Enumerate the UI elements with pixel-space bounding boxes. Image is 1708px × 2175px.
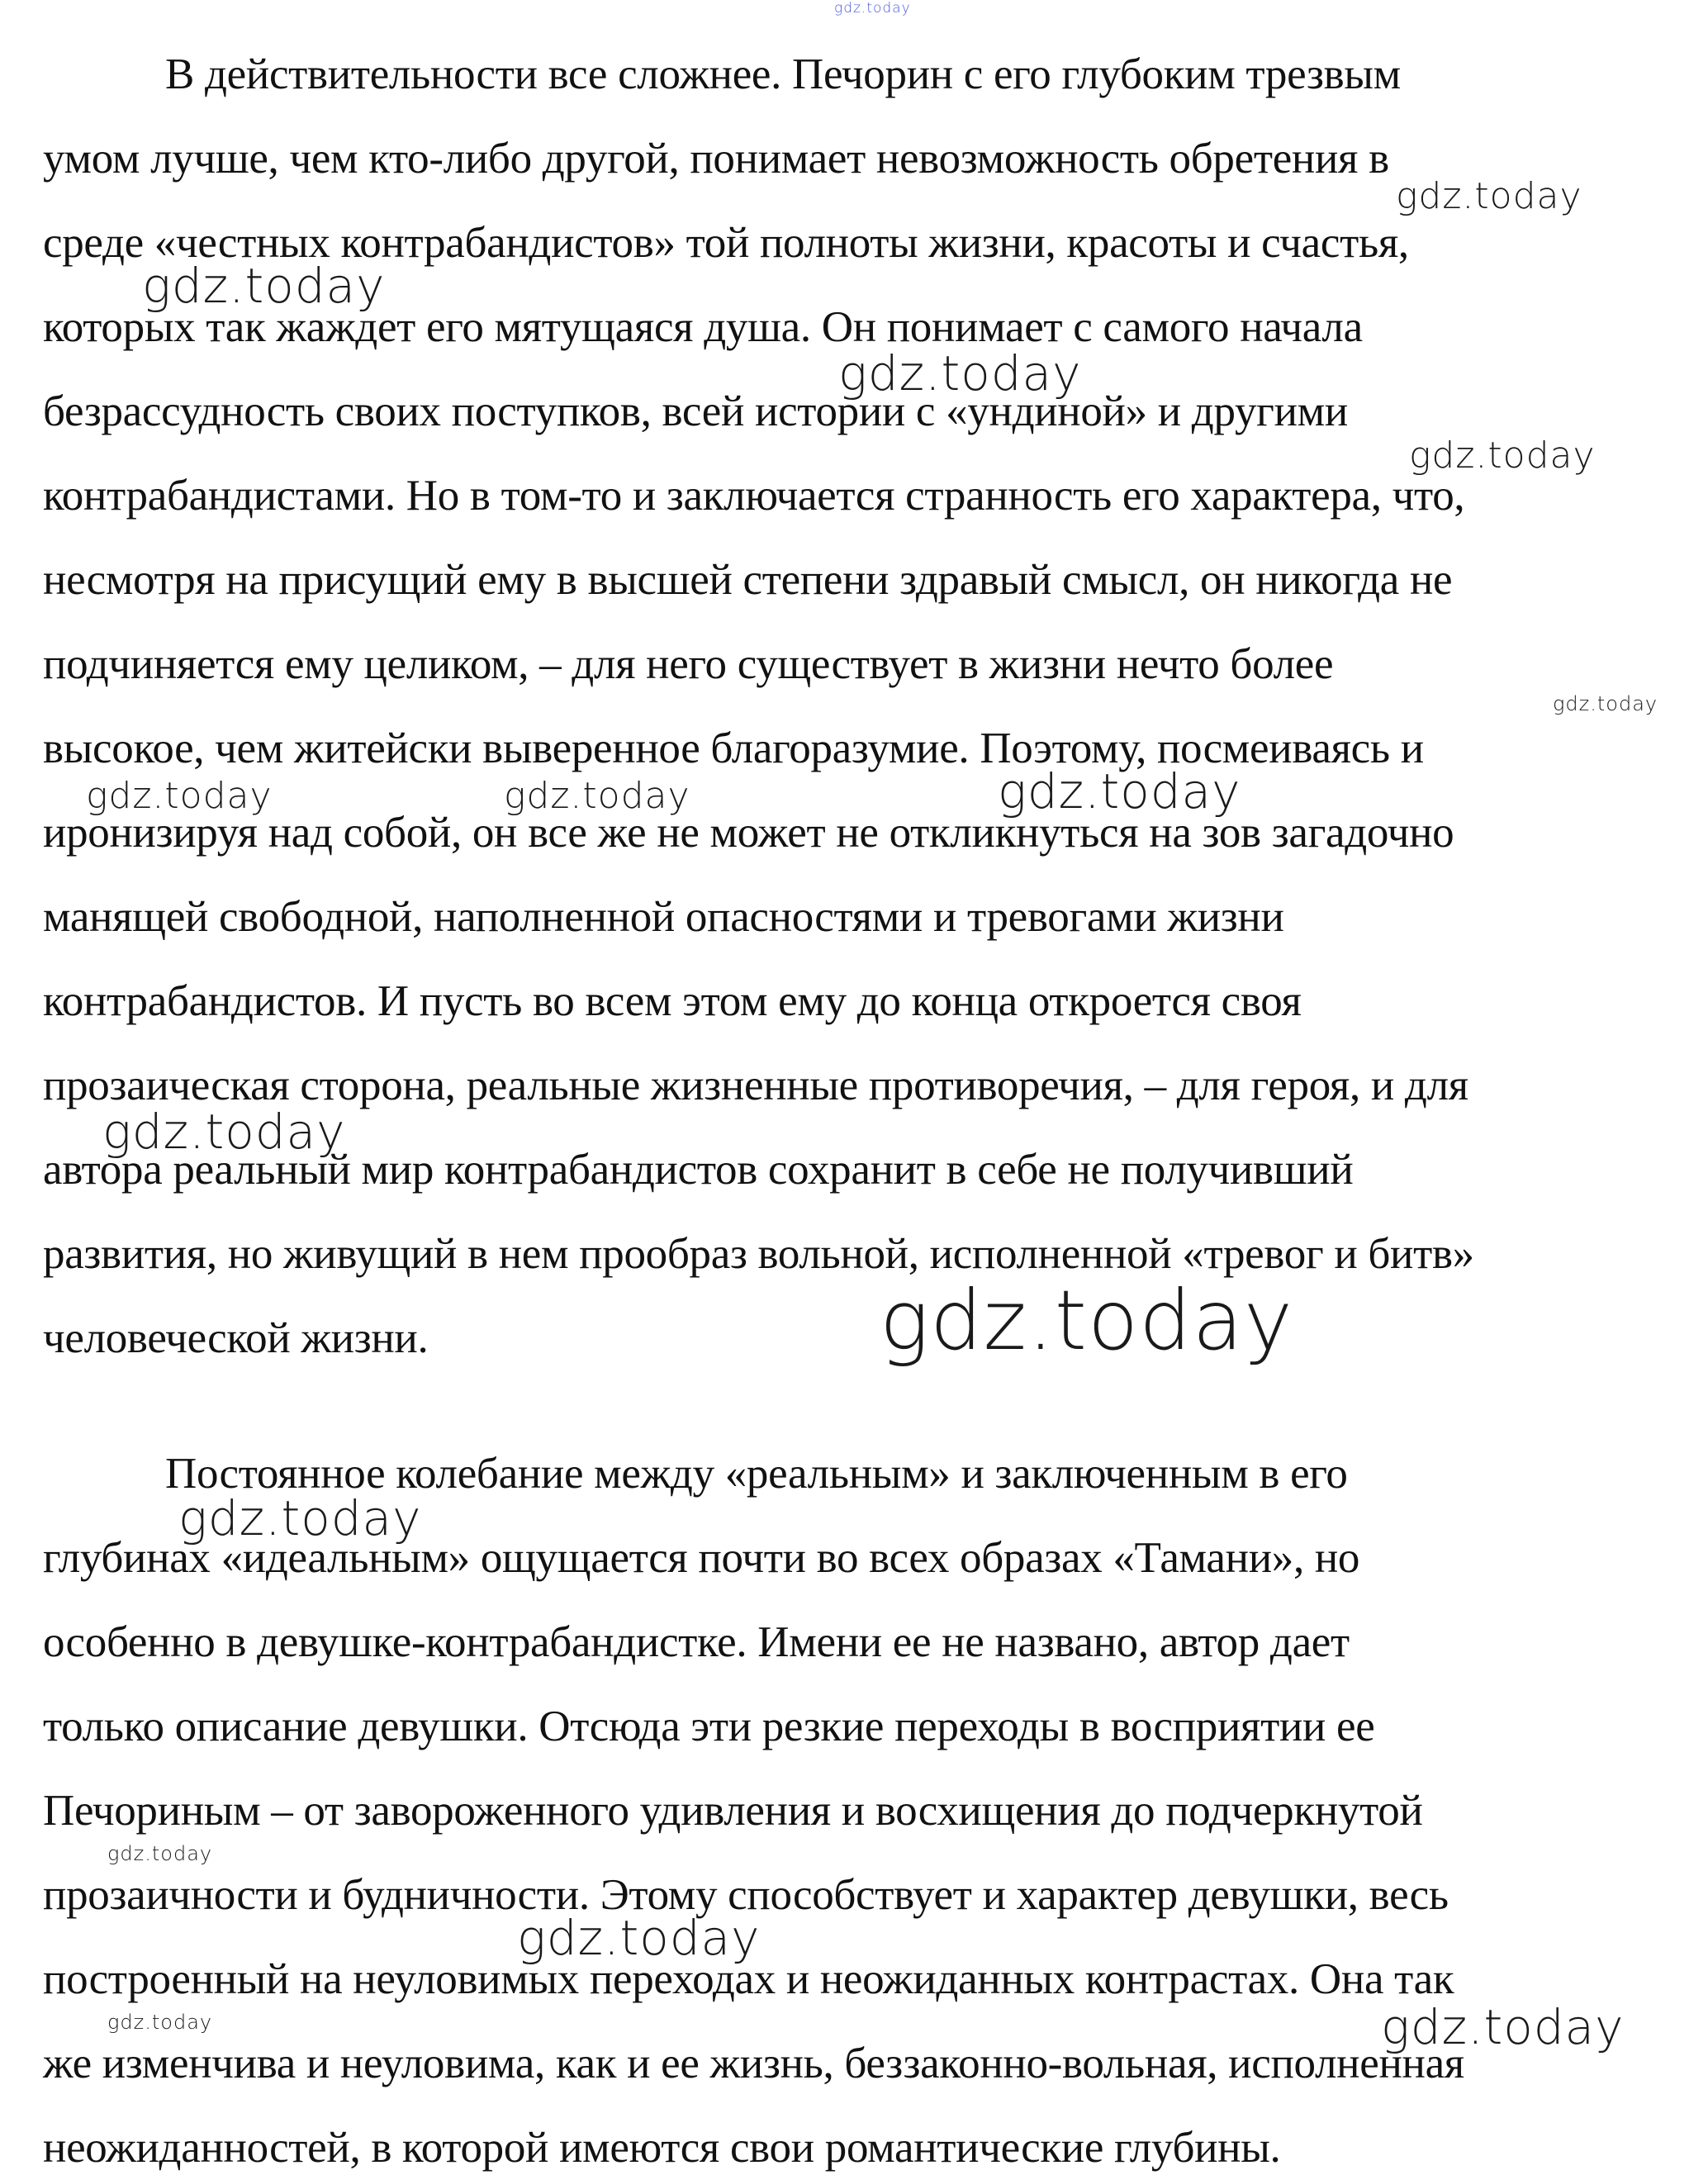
paragraph-2-line-8: же изменчива и неуловима, как и ее жизнь, беззаконно-вольная, исполненная — [43, 2040, 1464, 2087]
watermark: gdz.today — [86, 775, 273, 817]
paragraph-2-line-3: особенно в девушке-контрабандистке. Имени ее не названо, автор дает — [43, 1618, 1350, 1666]
paragraph-2-line-5: Печориным – от завороженного удивления и восхищения до подчеркнутой — [43, 1787, 1423, 1835]
paragraph-2-line-7: построенный на неуловимых переходах и неожиданных контрастах. Она так — [43, 1955, 1454, 2003]
paragraph-2-line-6: прозаичности и будничности. Этому способствует и характер девушки, весь — [43, 1871, 1449, 1919]
watermark: gdz.today — [880, 1272, 1294, 1369]
watermark: gdz.today — [107, 2011, 213, 2034]
paragraph-1-line-1: В действительности все сложнее. Печорин с его глубоким трезвым — [165, 50, 1401, 98]
paragraph-2-line-2: глубинах «идеальным» ощущается почти во всех образах «Тамани», но — [43, 1534, 1360, 1582]
watermark: gdz.today — [838, 345, 1082, 401]
watermark: gdz.today — [1553, 692, 1658, 715]
paragraph-2-line-1: Постоянное колебание между «реальным» и заключенным в его — [165, 1450, 1348, 1498]
paragraph-1-line-11: манящей свободной, наполненной опасностями и тревогами жизни — [43, 893, 1284, 941]
paragraph-1-line-7: несмотря на присущий ему в высшей степени здравый смысл, он никогда не — [43, 556, 1453, 604]
watermark: gdz.today — [178, 1490, 422, 1546]
watermark: gdz.today — [998, 763, 1241, 819]
watermark: gdz.today — [102, 1104, 346, 1160]
paragraph-2-line-4: только описание девушки. Отсюда эти резкие переходы в восприятии ее — [43, 1702, 1375, 1750]
paragraph-1-line-4: которых так жаждет его мятущаяся душа. Он понимает с самого начала — [43, 303, 1363, 351]
watermark: gdz.today — [107, 1842, 213, 1865]
watermark: gdz.today — [1409, 435, 1596, 477]
paragraph-1-line-6: контрабандистами. Но в том-то и заключается странность его характера, что, — [43, 472, 1465, 520]
paragraph-1-line-15: развития, но живущий в нем прообраз вольной, исполненной «тревог и битв» — [43, 1230, 1474, 1278]
paragraph-1-line-8: подчиняется ему целиком, – для него существует в жизни нечто более — [43, 640, 1334, 688]
paragraph-1-line-9: высокое, чем житейски выверенное благоразумие. Поэтому, посмеиваясь и — [43, 724, 1424, 772]
paragraph-1-line-3: среде «честных контрабандистов» той полноты жизни, красоты и счастья, — [43, 219, 1409, 267]
paragraph-1-line-2: умом лучше, чем кто-либо другой, понимает невозможность обретения в — [43, 135, 1389, 183]
watermark: gdz.today — [504, 775, 690, 817]
paragraph-1-line-16: человеческой жизни. — [43, 1314, 429, 1362]
watermark: gdz.today — [142, 258, 386, 314]
paragraph-1-line-5: безрассудность своих поступков, всей истории с «ундиной» и другими — [43, 387, 1348, 435]
paragraph-1-line-12: контрабандистов. И пусть во всем этом ему до конца откроется своя — [43, 977, 1302, 1025]
header-watermark: gdz.today — [834, 0, 911, 17]
watermark: gdz.today — [517, 1910, 761, 1966]
paragraph-1-line-14: автора реальный мир контрабандистов сохранит в себе не получивший — [43, 1146, 1354, 1194]
paragraph-1-line-13: прозаическая сторона, реальные жизненные противоречия, – для героя, и для — [43, 1061, 1468, 1109]
watermark: gdz.today — [1396, 175, 1582, 217]
paragraph-2-line-9: неожиданностей, в которой имеются свои романтические глубины. — [43, 2124, 1281, 2172]
paragraph-1-line-10: иронизируя над собой, он все же не может не откликнуться на зов загадочно — [43, 809, 1454, 857]
watermark: gdz.today — [1381, 1999, 1625, 2055]
